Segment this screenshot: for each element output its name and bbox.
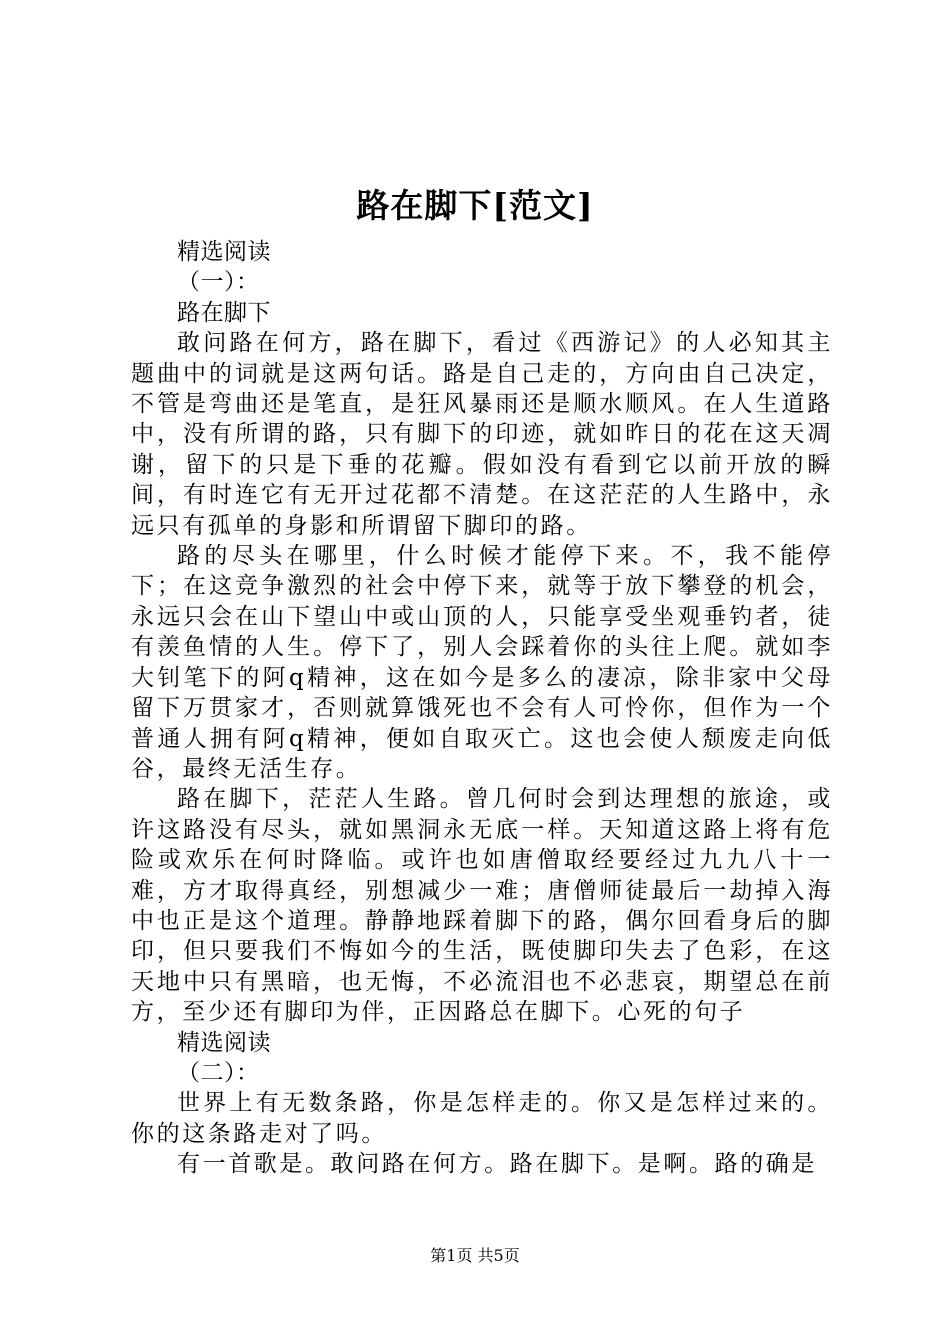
page-footer: 第1页 共5页 <box>430 1246 520 1265</box>
document-title: 路在脚下[范文] <box>356 186 594 225</box>
body-paragraph: 路的尽头在哪里，什么时候才能停下来。不，我不能停下；在这竞争激烈的社会中停下来，就等于放下攀登的机会，永远只会在山下望山中或山顶的人，只能享受坐观垂钓者，徒有羡鱼情的人生。停下了，别人会踩着你的头往上爬。就如李大钊笔下的阿q精神，这在如今是多么的凄凉，除非家中父母留下万贯家才，否则就算饿死也不会有人可怜你，但作为一个普通人拥有阿q精神，便如自取灭亡。这也会使人颓废走向低谷，最终无活生存。 <box>131 543 833 782</box>
body-paragraph: 敢问路在何方，路在脚下，看过《西游记》的人必知其主题曲中的词就是这两句话。路是自己走的，方向由自己决定，不管是弯曲还是笔直，是狂风暴雨还是顺水顺风。在人生道路中，没有所谓的路，只有脚下的印迹，就如昨日的花在这天凋谢，留下的只是下垂的花瓣。假如没有看到它以前开放的瞬间，有时连它有无开过花都不清楚。在这茫茫的人生路中，永远只有孤单的身影和所谓留下脚印的路。 <box>131 330 833 539</box>
section-heading: 精选阅读 <box>177 239 271 265</box>
body-paragraph: 世界上有无数条路，你是怎样走的。你又是怎样过来的。你的这条路走对了吗。 <box>131 1090 833 1147</box>
body-paragraph: 有一首歌是。敢问路在何方。路在脚下。是啊。路的确是 <box>177 1151 817 1178</box>
section-number: （一）： <box>177 269 260 296</box>
section-subtitle: 路在脚下 <box>177 299 271 326</box>
section-number: （二）： <box>177 1059 260 1086</box>
body-paragraph: 路在脚下，茫茫人生路。曾几何时会到达理想的旅途，或许这路没有尽头，就如黑洞永无底一样。天知道这路上将有危险或欢乐在何时降临。或许也如唐僧取经要经过九九八十一难，方才取得真经，别想减少一难；唐僧师徒最后一劫掉入海中也正是这个道理。静静地踩着脚下的路，偶尔回看身后的脚印，但只要我们不悔如今的生活，既使脚印失去了色彩，在这天地中只有黑暗，也无悔，不必流泪也不必悲哀，期望总在前方，至少还有脚印为伴，正因路总在脚下。心死的句子 <box>131 786 833 1026</box>
section-heading: 精选阅读 <box>177 1029 271 1056</box>
document-body <box>131 237 833 1180</box>
